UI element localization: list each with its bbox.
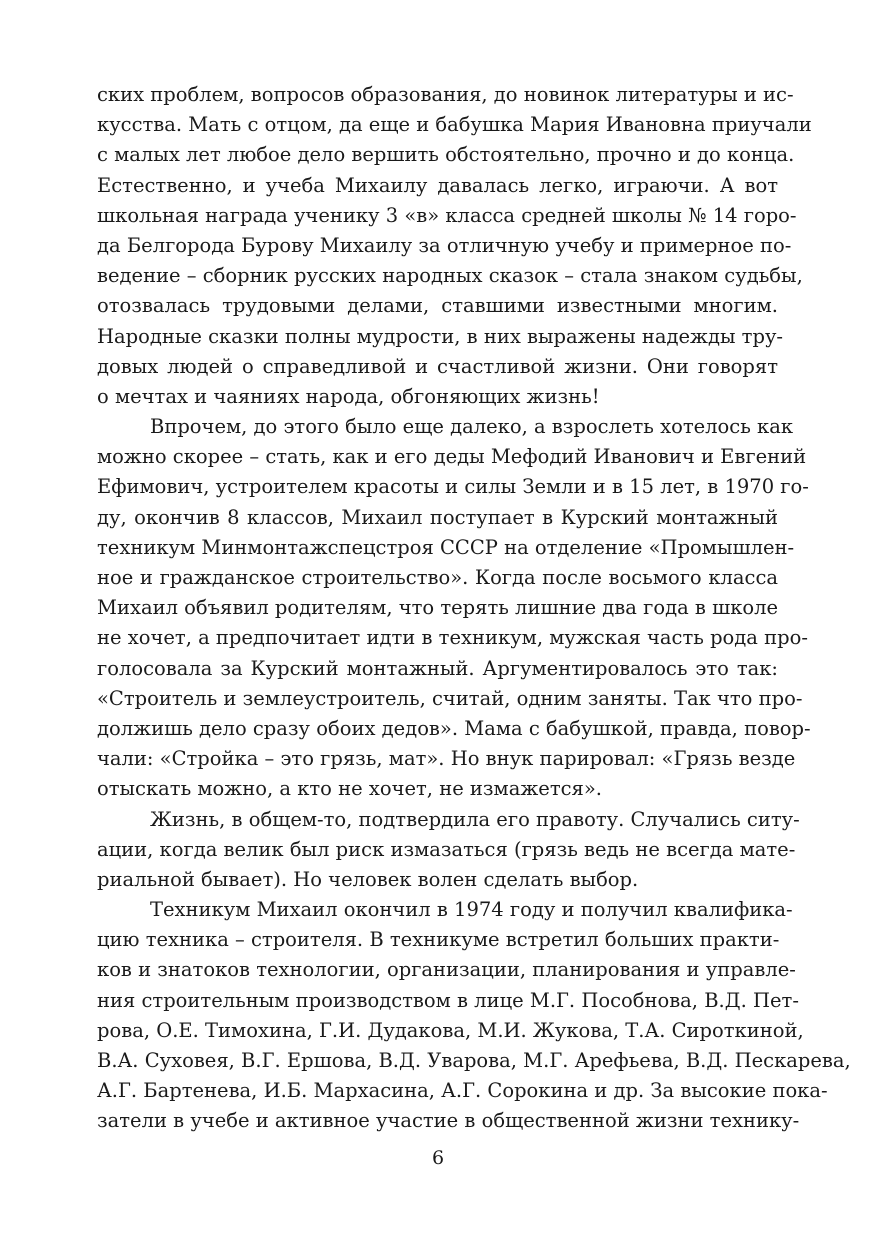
text-line: ду, окончив 8 классов, Михаил поступает в Курский монтажный: [97, 505, 778, 529]
text-line: должишь дело сразу обоих дедов». Мама с бабушкой, правда, повор-: [97, 716, 811, 740]
paragraph: [97, 895, 851, 1137]
paragraph: [97, 80, 812, 412]
text-line: А.Г. Бартенева, И.Б. Мархасина, А.Г. Сорокина и др. За высокие пока-: [97, 1079, 828, 1103]
text-line: довых людей о справедливой и счастливой жизни. Они говорят: [97, 354, 778, 378]
text-line: можно скорее – стать, как и его деды Мефодий Иванович и Евгений: [97, 445, 807, 469]
text-line: Народные сказки полны мудрости, в них выражены надежды тру-: [97, 324, 784, 348]
text-line: рова, О.Е. Тимохина, Г.И. Дудакова, М.И. Жукова, Т.А. Сироткиной,: [97, 1018, 804, 1042]
page-number: 6: [431, 1147, 445, 1169]
text-line: техникум Минмонтажспецстроя СССР на отделение «Промышлен-: [97, 535, 795, 559]
text-line: школьная награда ученику 3 «в» класса средней школы № 14 горо-: [97, 203, 797, 227]
text-line: ских проблем, вопросов образования, до новинок литературы и ис-: [97, 83, 794, 106]
text-line: Естественно, и учеба Михаилу давалась легко, играючи. А вот: [97, 173, 778, 197]
text-line: ков и знатоков технологии, организации, планирования и управле-: [97, 958, 796, 982]
text-line: кусства. Мать с отцом, да еще и бабушка Мария Ивановна приучали: [97, 113, 812, 137]
body-text: [97, 80, 851, 1137]
text-line: затели в учебе и активное участие в общественной жизни технику-: [97, 1109, 800, 1133]
text-line: Ефимович, устроителем красоты и силы Земли и в 15 лет, в 1970 го-: [97, 475, 809, 499]
text-line: Техникум Михаил окончил в 1974 году и получил квалифика-: [150, 898, 793, 922]
text-line: не хочет, а предпочитает идти в техникум, мужская часть рода про-: [97, 626, 808, 650]
text-line: ведение – сборник русских народных сказок – стала знаком судьбы,: [97, 264, 803, 288]
text-line: ное и гражданское строительство». Когда после восьмого класса: [97, 566, 778, 589]
text-line: с малых лет любое дело вершить обстоятельно, прочно и до конца.: [97, 143, 795, 167]
text-line: чали: «Стройка – это грязь, мат». Но внук парировал: «Грязь везде: [97, 747, 796, 771]
text-line: В.А. Суховея, В.Г. Ершова, В.Д. Уварова, М.Г. Арефьева, В.Д. Пескарева,: [97, 1049, 851, 1072]
text-line: о мечтах и чаяниях народа, обгоняющих жизнь!: [97, 384, 600, 408]
text-line: ния строительным производством в лице М.Г. Пособнова, В.Д. Пет-: [97, 988, 799, 1012]
text-line: ации, когда велик был риск измазаться (грязь ведь не всегда мате-: [97, 837, 796, 861]
text-line: Впрочем, до этого было еще далеко, а взрослеть хотелось как: [150, 415, 794, 439]
text-line: Михаил объявил родителям, что терять лишние два года в школе: [97, 596, 779, 620]
text-line: «Строитель и землеустроитель, считай, одним заняты. Так что про-: [97, 686, 803, 710]
paragraph: [97, 805, 800, 896]
paragraph: [97, 412, 811, 804]
text-line: отыскать можно, а кто не хочет, не измажется».: [97, 777, 602, 801]
text-line: риальной бывает). Но человек волен сделать выбор.: [97, 867, 639, 891]
text-line: голосовала за Курский монтажный. Аргументировалось это так:: [97, 656, 778, 680]
text-line: да Белгорода Бурову Михаилу за отличную учебу и примерное по-: [97, 233, 792, 257]
text-line: цию техника – строителя. В техникуме встретил больших практи-: [97, 928, 780, 952]
text-line: отозвалась трудовыми делами, ставшими известными многим.: [97, 294, 778, 318]
text-line: Жизнь, в общем-то, подтвердила его правоту. Случались ситу-: [150, 807, 800, 831]
